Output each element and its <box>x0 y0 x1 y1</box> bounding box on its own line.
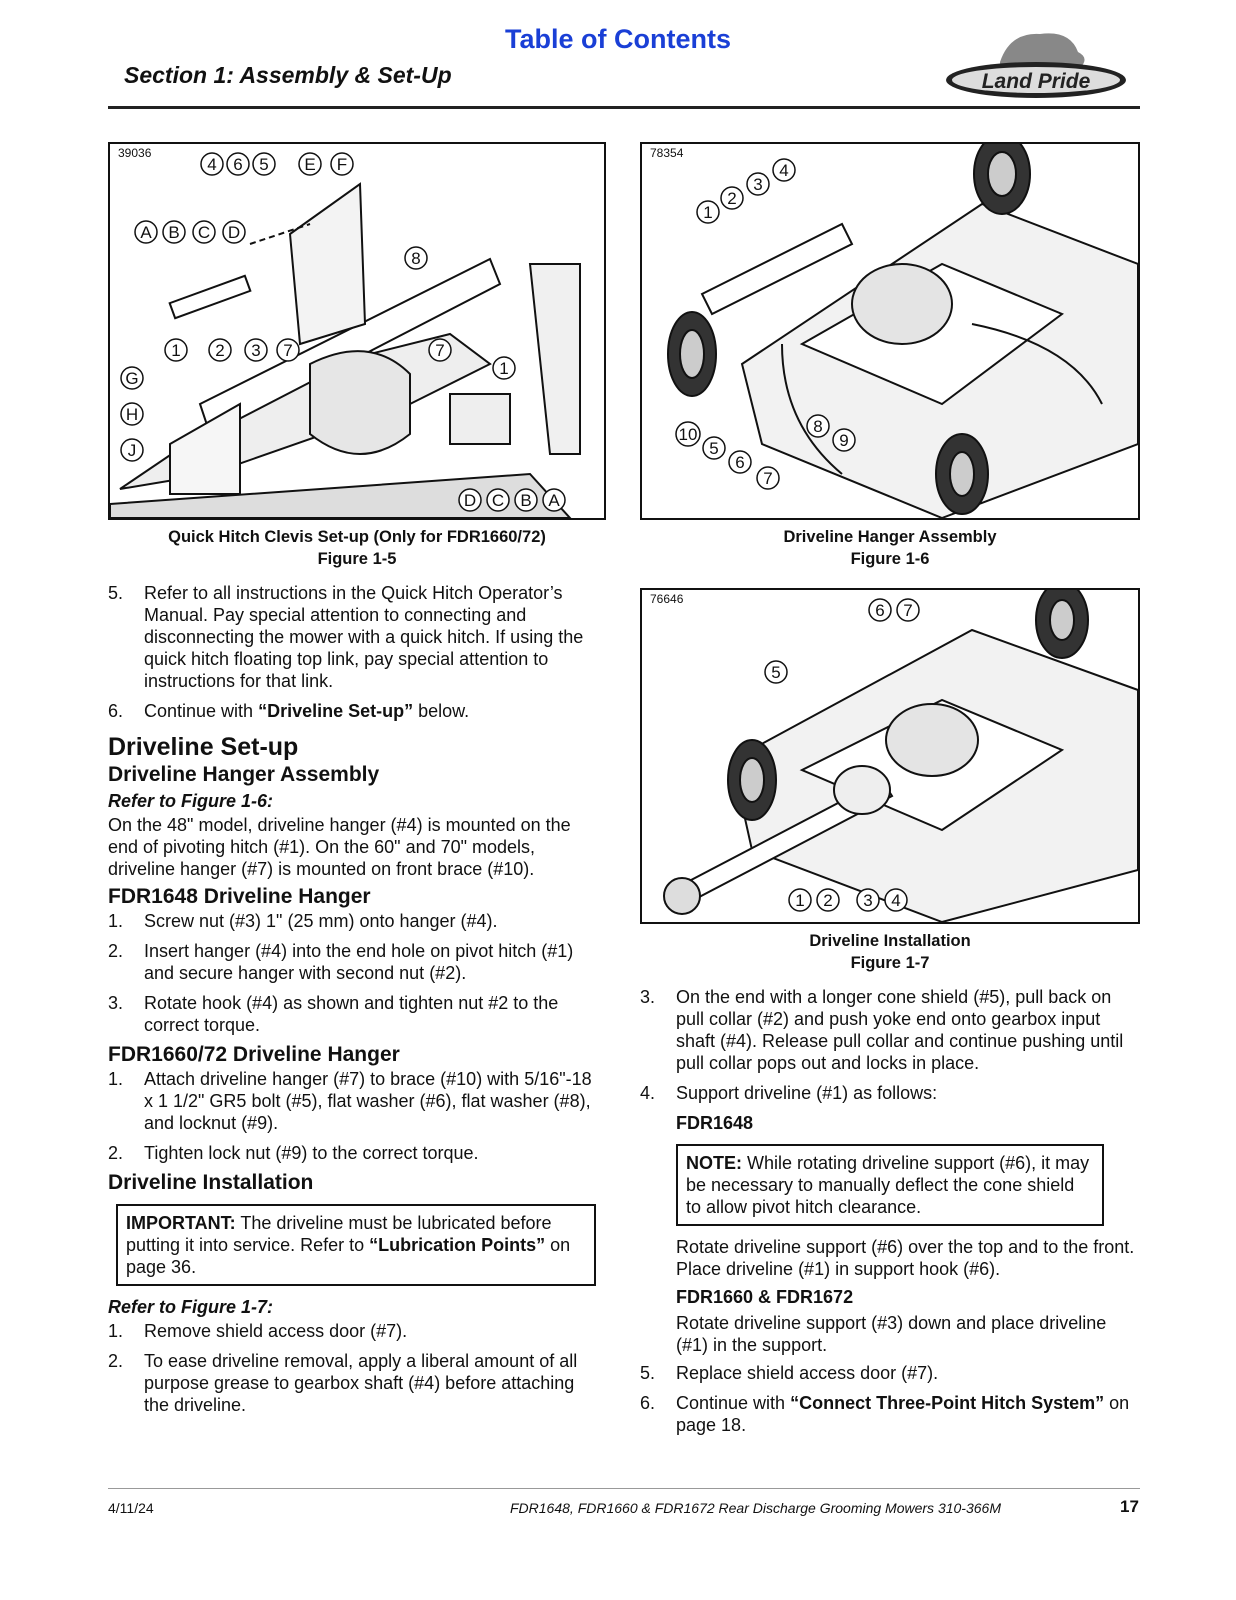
svg-text:1: 1 <box>499 359 509 378</box>
figure-id: 39036 <box>118 146 152 160</box>
svg-text:B: B <box>168 223 180 242</box>
callout-6 <box>729 451 751 473</box>
svg-text:2: 2 <box>727 189 737 208</box>
svg-text:C: C <box>197 223 211 242</box>
callout-4 <box>773 159 795 181</box>
callout-f <box>331 153 353 175</box>
right-column <box>640 986 1140 1444</box>
list-item: 5. Refer to all instructions in the Quick Hitch Operator’s Manual. Pay special attention to connecting and disconnecting the mower with a quick hitch. If using the quick hitch floating top link, pay special attention to instructions for that link. <box>108 583 584 691</box>
figure-reference: Refer to Figure 1-7: <box>108 1297 274 1317</box>
paragraph: Rotate driveline support (#3) down and place driveline (#1) in the support. <box>676 1313 1107 1355</box>
callout-3 <box>747 173 769 195</box>
svg-text:G: G <box>125 369 139 388</box>
footer-rule <box>108 1488 1140 1489</box>
footer-title: FDR1648, FDR1660 & FDR1672 Rear Discharge Grooming Mowers 310-366M <box>510 1500 1001 1516</box>
callout-2 <box>817 889 839 911</box>
footer-date: 4/11/24 <box>108 1500 154 1516</box>
callout-3 <box>857 889 879 911</box>
svg-text:H: H <box>125 405 139 424</box>
heading-driveline-installation: Driveline Installation <box>108 1171 314 1194</box>
svg-text:1: 1 <box>171 341 181 360</box>
left-column <box>108 582 604 1424</box>
caption-title: Quick Hitch Clevis Set-up (Only for FDR1660/72) <box>168 528 546 546</box>
svg-text:10: 10 <box>678 425 698 444</box>
heading-fdr1648-hanger: FDR1648 Driveline Hanger <box>108 885 371 908</box>
callout-3 <box>245 339 267 361</box>
header-rule <box>108 106 1140 109</box>
figure-1-7-caption <box>640 930 1140 974</box>
svg-text:8: 8 <box>813 417 823 436</box>
svg-text:4: 4 <box>779 161 789 180</box>
svg-text:3: 3 <box>863 891 873 910</box>
callout-10 <box>676 422 700 446</box>
svg-text:3: 3 <box>753 175 763 194</box>
svg-text:F: F <box>336 155 348 174</box>
svg-text:4: 4 <box>207 155 217 174</box>
svg-text:6: 6 <box>735 453 745 472</box>
land-pride-logo <box>940 28 1126 108</box>
svg-text:2: 2 <box>215 341 225 360</box>
figure-1-6-image <box>640 142 1140 520</box>
list-item: 6. Continue with “Connect Three-Point Hitch System” on page 18. <box>640 1393 1130 1435</box>
heading-hanger-assembly: Driveline Hanger Assembly <box>108 763 380 786</box>
callout-4 <box>885 889 907 911</box>
caption-figure-number: Figure 1-6 <box>850 550 930 568</box>
driveline-setup-link[interactable]: “Driveline Set-up” <box>258 701 414 721</box>
list-item: 2. Insert hanger (#4) into the end hole on pivot hitch (#1) and secure hanger with second nut (#2). <box>108 941 574 983</box>
callout-1 <box>697 201 719 223</box>
heading-driveline-setup: Driveline Set-up <box>108 733 299 761</box>
callout-6 <box>869 599 891 621</box>
page-number: 17 <box>1120 1497 1139 1516</box>
callout-d <box>459 489 481 511</box>
callout-b <box>515 489 537 511</box>
list-item: 6. Continue with “Driveline Set-up” below. <box>108 701 470 721</box>
svg-text:8: 8 <box>411 249 421 268</box>
figure-reference: Refer to Figure 1-6: <box>108 791 274 811</box>
svg-text:1: 1 <box>795 891 805 910</box>
note-box: NOTE: While rotating driveline support (#6), it may be necessary to manually deflect the cone shield to allow pivot hitch clearance. <box>676 1144 1104 1226</box>
svg-text:B: B <box>520 491 532 510</box>
connect-three-point-hitch-link[interactable]: “Connect Three-Point Hitch System” <box>790 1393 1105 1413</box>
figure-1-5-caption <box>108 526 606 570</box>
list-item: 2. Tighten lock nut (#9) to the correct torque. <box>108 1143 479 1163</box>
list-item: 1. Remove shield access door (#7). <box>108 1321 408 1341</box>
svg-text:2: 2 <box>823 891 833 910</box>
caption-figure-number: Figure 1-7 <box>850 954 930 972</box>
callout-5 <box>253 153 275 175</box>
svg-text:C: C <box>491 491 505 510</box>
svg-text:A: A <box>548 491 560 510</box>
callout-b <box>163 221 185 243</box>
figure-1-6-caption <box>640 526 1140 570</box>
callout-h <box>121 403 143 425</box>
callout-8 <box>405 247 427 269</box>
callout-5 <box>765 661 787 683</box>
list-item: 5. Replace shield access door (#7). <box>640 1363 939 1383</box>
svg-text:5: 5 <box>259 155 269 174</box>
svg-text:5: 5 <box>771 663 781 682</box>
model-label: FDR1648 <box>676 1113 754 1133</box>
important-box: IMPORTANT: The driveline must be lubricated before putting it into service. Refer to “Lubrication Points” on page 36. <box>116 1204 596 1286</box>
list-item: 3. Rotate hook (#4) as shown and tighten nut #2 to the correct torque. <box>108 993 559 1035</box>
svg-text:7: 7 <box>435 341 445 360</box>
callout-1 <box>789 889 811 911</box>
svg-text:7: 7 <box>763 469 773 488</box>
svg-text:Land Pride: Land Pride <box>981 70 1091 93</box>
list-item: 4. Support driveline (#1) as follows: <box>640 1083 938 1103</box>
list-item: 1. Screw nut (#3) 1" (25 mm) onto hanger (#4). <box>108 911 498 931</box>
caption-title: Driveline Hanger Assembly <box>783 528 997 546</box>
svg-text:D: D <box>227 223 241 242</box>
svg-text:1: 1 <box>703 203 713 222</box>
heading-fdr1660-hanger: FDR1660/72 Driveline Hanger <box>108 1043 400 1066</box>
svg-text:A: A <box>140 223 152 242</box>
caption-title: Driveline Installation <box>809 932 971 950</box>
model-label: FDR1660 & FDR1672 <box>676 1287 854 1307</box>
figure-1-5-image <box>108 142 606 520</box>
callout-7 <box>429 339 451 361</box>
svg-text:7: 7 <box>903 601 913 620</box>
figure-id: 76646 <box>650 592 684 606</box>
callout-6 <box>227 153 249 175</box>
callout-5 <box>703 437 725 459</box>
callout-7 <box>757 467 779 489</box>
svg-text:6: 6 <box>875 601 885 620</box>
list-item: 2. To ease driveline removal, apply a liberal amount of all purpose grease to gearbox shaft (#4) before attaching the driveline. <box>108 1351 578 1415</box>
list-item: 1. Attach driveline hanger (#7) to brace (#10) with 5/16"-18 x 1 1/2" GR5 bolt (#5), flat washer (#6), flat washer (#8), and locknut (#9). <box>108 1069 592 1133</box>
callout-j <box>121 439 143 461</box>
section-title: Section 1: Assembly & Set-Up <box>124 62 452 88</box>
callout-d <box>223 221 245 243</box>
callout-g <box>121 367 143 389</box>
svg-text:6: 6 <box>233 155 243 174</box>
callout-a <box>135 221 157 243</box>
svg-text:4: 4 <box>891 891 901 910</box>
callout-e <box>299 153 321 175</box>
callout-4 <box>201 153 223 175</box>
callout-8 <box>807 415 829 437</box>
paragraph: On the 48" model, driveline hanger (#4) is mounted on the end of pivoting hitch (#1). On the 60" and 70" models, driveline hanger (#7) is mounted on front brace (#10). <box>108 815 571 879</box>
svg-text:5: 5 <box>709 439 719 458</box>
svg-text:D: D <box>463 491 477 510</box>
figure-1-7-image <box>640 588 1140 924</box>
svg-text:3: 3 <box>251 341 261 360</box>
callout-c <box>487 489 509 511</box>
callout-1 <box>493 357 515 379</box>
caption-figure-number: Figure 1-5 <box>317 550 397 568</box>
callout-2 <box>721 187 743 209</box>
callout-c <box>193 221 215 243</box>
svg-text:J: J <box>127 441 137 460</box>
callout-9 <box>833 429 855 451</box>
figure-id: 78354 <box>650 146 684 160</box>
paragraph: Rotate driveline support (#6) over the top and to the front. Place driveline (#1) in support hook (#6). <box>676 1237 1135 1279</box>
svg-text:7: 7 <box>283 341 293 360</box>
svg-text:9: 9 <box>839 431 849 450</box>
table-of-contents-link[interactable]: Table of Contents <box>505 24 731 54</box>
svg-text:E: E <box>304 155 316 174</box>
callout-a <box>543 489 565 511</box>
callout-7 <box>897 599 919 621</box>
callout-1 <box>165 339 187 361</box>
callout-2 <box>209 339 231 361</box>
callout-7 <box>277 339 299 361</box>
lubrication-points-link[interactable]: “Lubrication Points” <box>369 1235 546 1255</box>
list-item: 3. On the end with a longer cone shield (#5), pull back on pull collar (#2) and push yoke end onto gearbox input shaft (#4). Release pull collar and continue pushing until pull collar pops out and locks in place. <box>640 987 1124 1073</box>
